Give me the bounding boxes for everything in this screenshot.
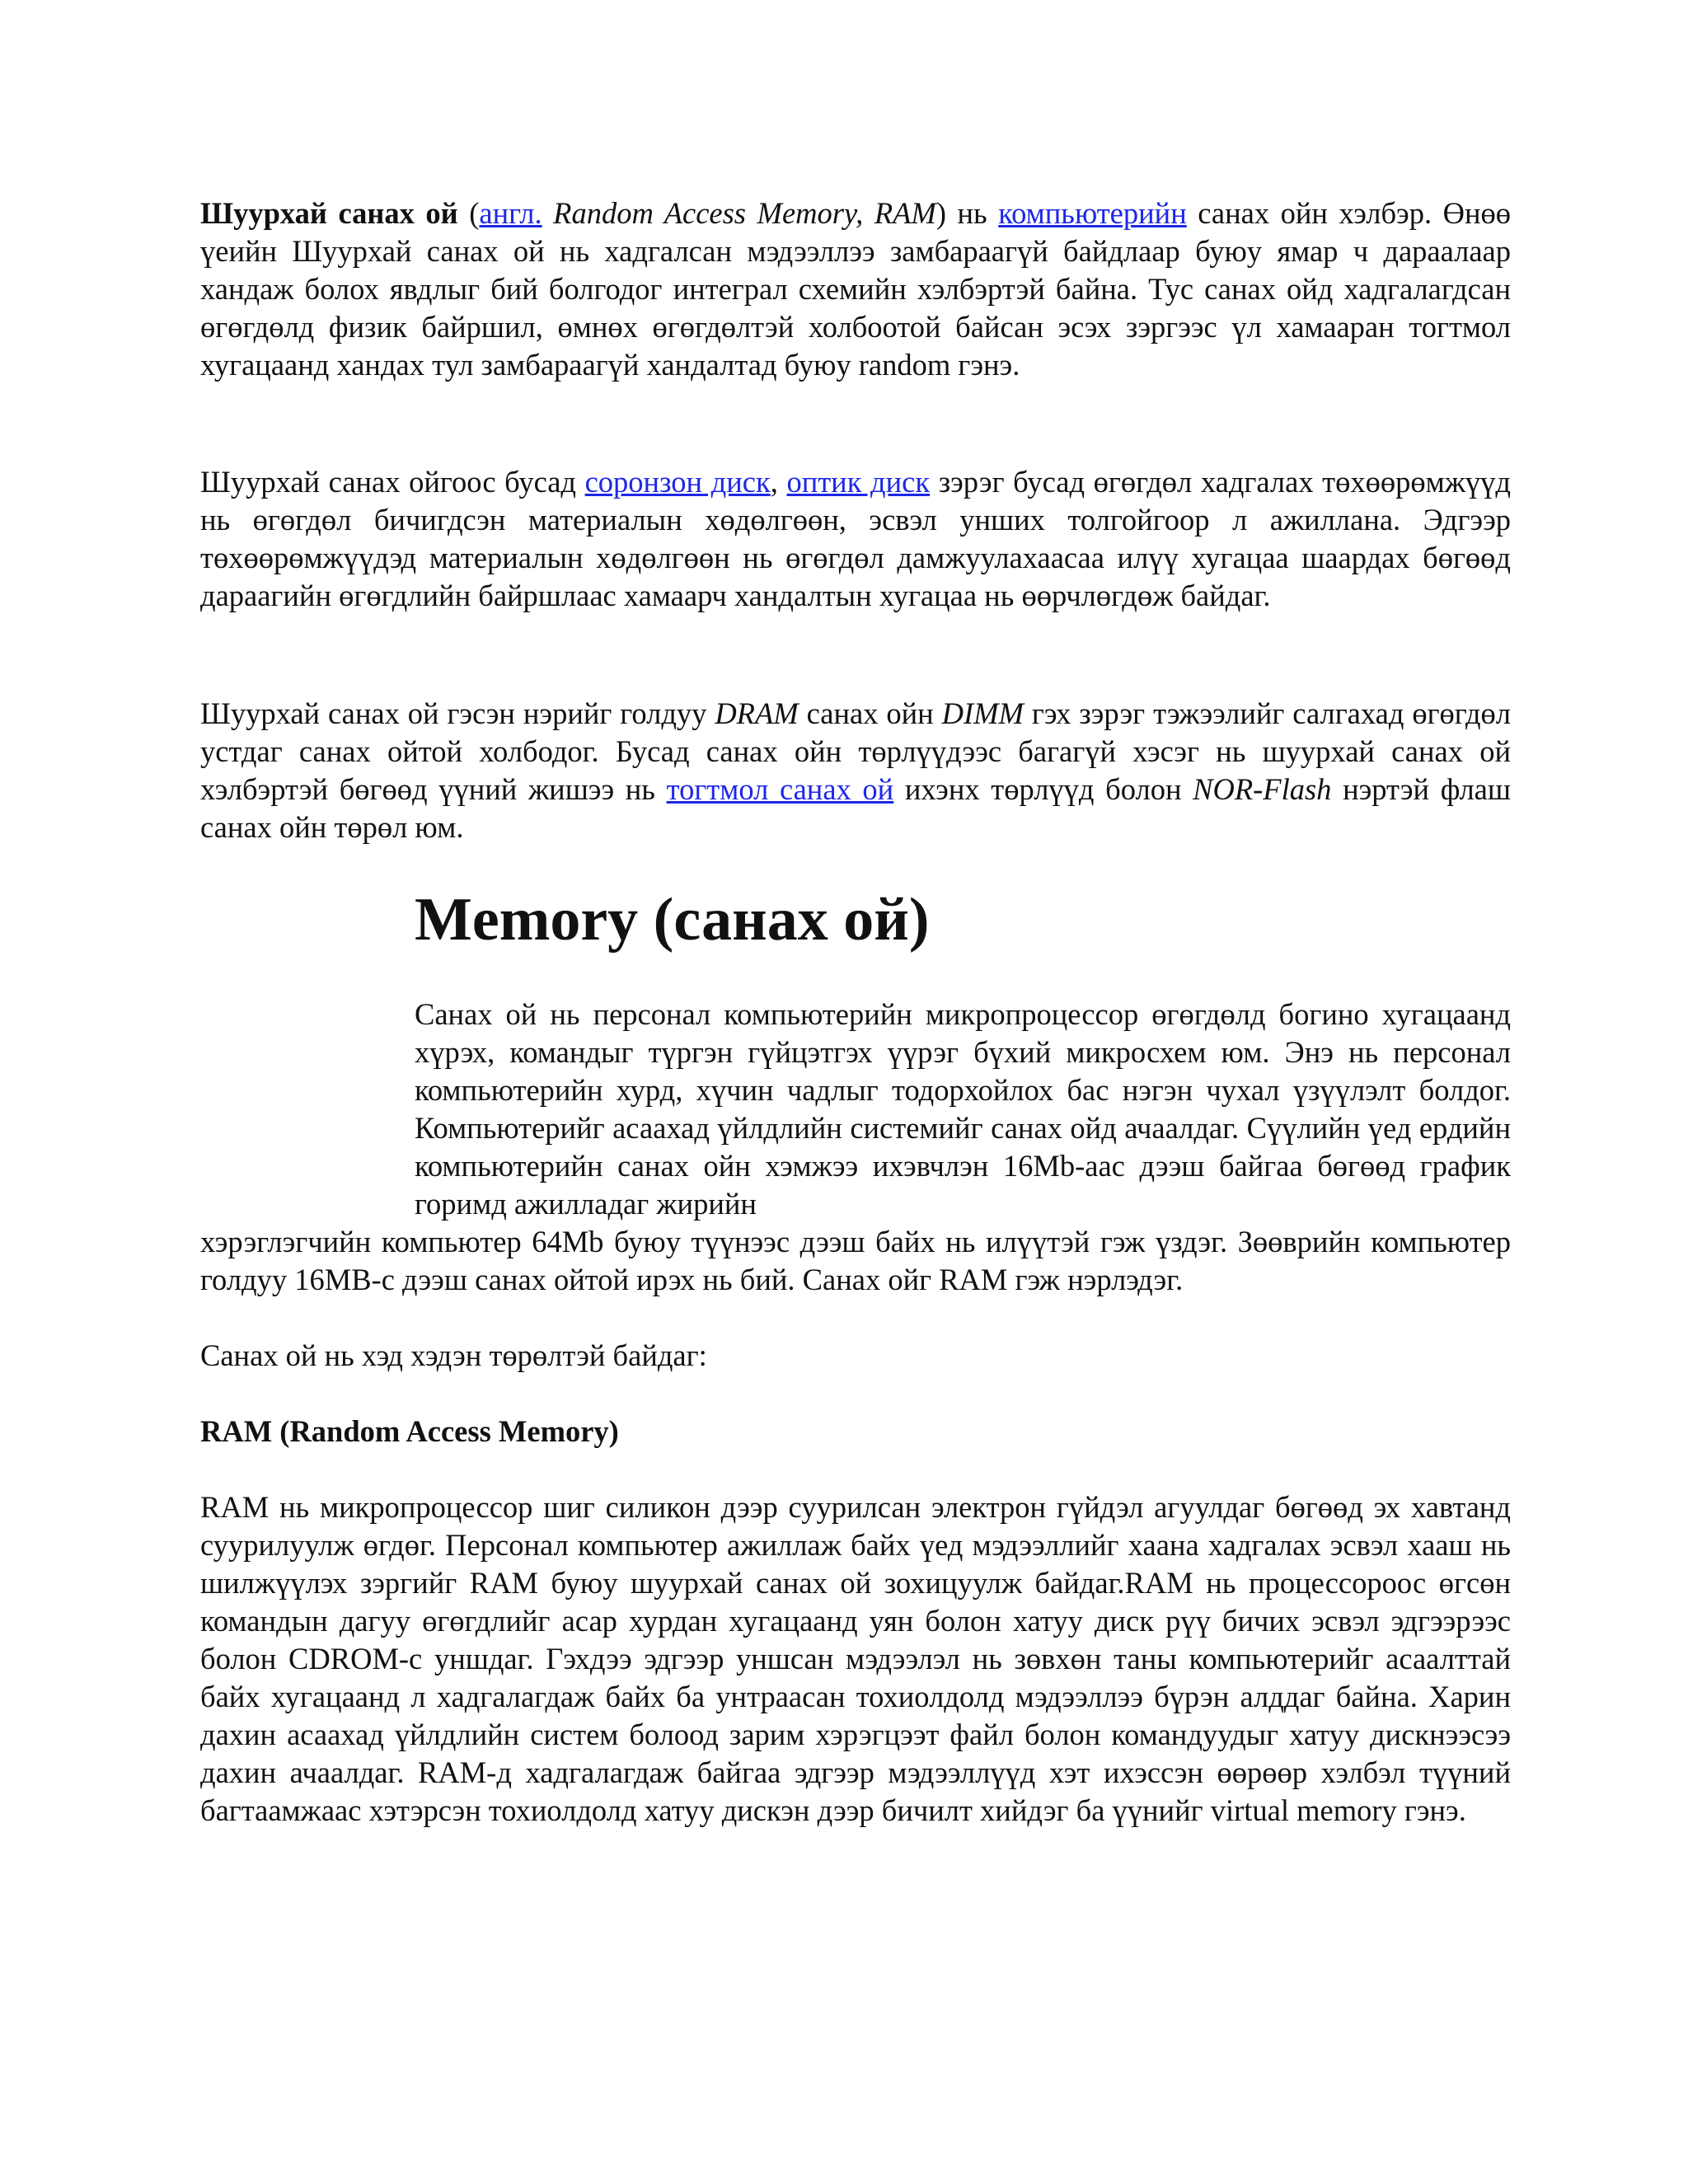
- text-fragment: ,: [770, 465, 787, 499]
- text-fragment: санах ойн хэлбэр. Өнөө үеийн Шуурхай санах ой нь хадгалсан мэдээллээ замбараагүй байдлаар буюу ямар ч дараалаар хандаж болох явдлыг бий болгодог интеграл схемийн хэлбэртэй байна. Тус санах ойд хадгалагдсан өгөгдөлд физик байршил, өмнөх өгөгдөлтэй холбоотой байсан эсэх зэргээс үл хамааран тогтмол хугацаанд хандах тул замбараагүй хандалтад буюу random гэнэ.: [200, 196, 1512, 382]
- text-fragment: гэх зэрэг тэжээлийг салгахад өгөгдөл устдаг санах ойтой холбодог. Бусад санах ойн төрлүүдээс багагүй хэсэг нь шуурхай санах ой хэлбэртэй бөгөөд үүний жишээ нь: [200, 696, 1511, 806]
- text-fragment: [542, 196, 554, 230]
- text-fragment: ихэнх төрлүүд болон: [893, 772, 1193, 806]
- term-dimm: DIMM: [941, 696, 1024, 730]
- link-magnetic-disk[interactable]: соронзон диск: [584, 465, 771, 499]
- link-computer[interactable]: компьютерийн: [998, 196, 1187, 230]
- paragraph-memory-description: [200, 996, 1511, 1299]
- paragraph-memory-continued: хэрэглэгчийн компьютер 64Mb буюу түүнээс дээш байх нь илүүтэй гэж үздэг. Зөөврийн компьютер голдуу 16MB-с дээш санах ойтой ирэх нь бий. Санах ойг RAM гэж нэрлэдэг.: [200, 1225, 1511, 1296]
- paragraph-other-storage: [200, 463, 1511, 615]
- paragraph-ram-definition: [200, 194, 1511, 384]
- paragraph-ram-details: RAM нь микропроцессор шиг силикон дээр суурилсан электрон гүйдэл агуулдаг бөгөөд эх хавтанд суурилуулж өгдөг. Персонал компьютер ажиллаж байх үед мэдээллийг хаана хадгалах эсвэл хааш нь шилжүүлэх зэргийг RAM буюу шуурхай санах ой зохицуулж байдаг.RAM нь процессороос өгсөн командын дагуу өгөгдлийг асар хурдан хугацаанд уян болон хатуу диск рүү бичих эсвэл эдгээрээс болон CDROM-с уншдаг. Гэхдээ эдгээр уншсан мэдээлэл нь зөвхөн таны компьютерийг асаалттай байх хугацаанд л хадгалагдаж байх ба унтраасан тохиолдолд мэдээллээ бүрэн алддаг байна. Харин дахин асаахад үйлдлийн систем болоод зарим хэрэгцээт файл болон командуудыг хатуу дискнээсээ дахин ачаалдаг. RAM-д хадгалагдаж байгаа эдгээр мэдээллүүд хэт ихэссэн өөрөөр хэлбэл түүний багтаамжаас хэтэрсэн тохиолдолд хатуу дискэн дээр бичилт хийдэг ба үүнийг virtual memory гэнэ.: [200, 1490, 1511, 1827]
- paragraph-memory-types: Санах ой нь хэд хэдэн төрөлтэй байдаг:: [200, 1338, 707, 1372]
- link-english[interactable]: англ.: [479, 196, 542, 230]
- text-fragment: Шуурхай санах ой гэсэн нэрийг голдуу: [200, 696, 715, 730]
- term-ram: Шуурхай санах ой: [200, 196, 458, 230]
- paragraph-dram-usage: [200, 695, 1511, 846]
- section-heading-memory: Memory (санах ой): [415, 886, 930, 954]
- subheading-ram: RAM (Random Access Memory): [200, 1414, 619, 1448]
- text-fragment: нэртэй флаш санах ойн төрөл юм.: [200, 772, 1511, 844]
- link-read-only-memory[interactable]: тогтмол санах ой: [666, 772, 894, 806]
- text-fragment: санах ойн: [798, 696, 942, 730]
- english-term: Random Access Memory, RAM: [553, 196, 936, 230]
- text-fragment: (: [457, 196, 480, 230]
- text-fragment: Шуурхай санах ойгоос бусад: [200, 465, 585, 499]
- paragraph-memory-indented: Санах ой нь персонал компьютерийн микропроцессор өгөгдөлд богино хугацаанд хүрэх, командыг түргэн гүйцэтгэх үүрэг бүхий микросхем юм. Энэ нь персонал компьютерийн хурд, хүчин чадлыг тодорхойлох бас нэгэн чухал үзүүлэлт болдог. Компьютерийг асаахад үйлдлийн системийг санах ойд ачаалдаг. Сүүлийн үед ердийн компьютерийн санах ойн хэмжээ ихэвчлэн 16Mb-аас дээш байгаа бөгөөд график горимд ажилладаг жирийн: [415, 997, 1511, 1221]
- text-fragment: ) нь: [935, 196, 999, 230]
- term-dram: DRAM: [715, 696, 799, 730]
- link-optical-disk[interactable]: оптик диск: [786, 465, 931, 499]
- term-nor-flash: NOR-Flash: [1193, 772, 1332, 806]
- text-fragment: зэрэг бусад өгөгдөл хадгалах төхөөрөмжүүд нь өгөгдөл бичигдсэн материалын хөдөлгөөн, эсвэл унших толгойгоор л ажиллана. Эдгээр төхөөрөмжүүдэд материалын хөдөлгөөн нь өгөгдөл дамжуулахаасаа илүү хугацаа шаардах бөгөөд дараагийн өгөгдлийн байршлаас хамаарч хандалтын хугацаа нь өөрчлөгдөж байдаг.: [200, 465, 1512, 612]
